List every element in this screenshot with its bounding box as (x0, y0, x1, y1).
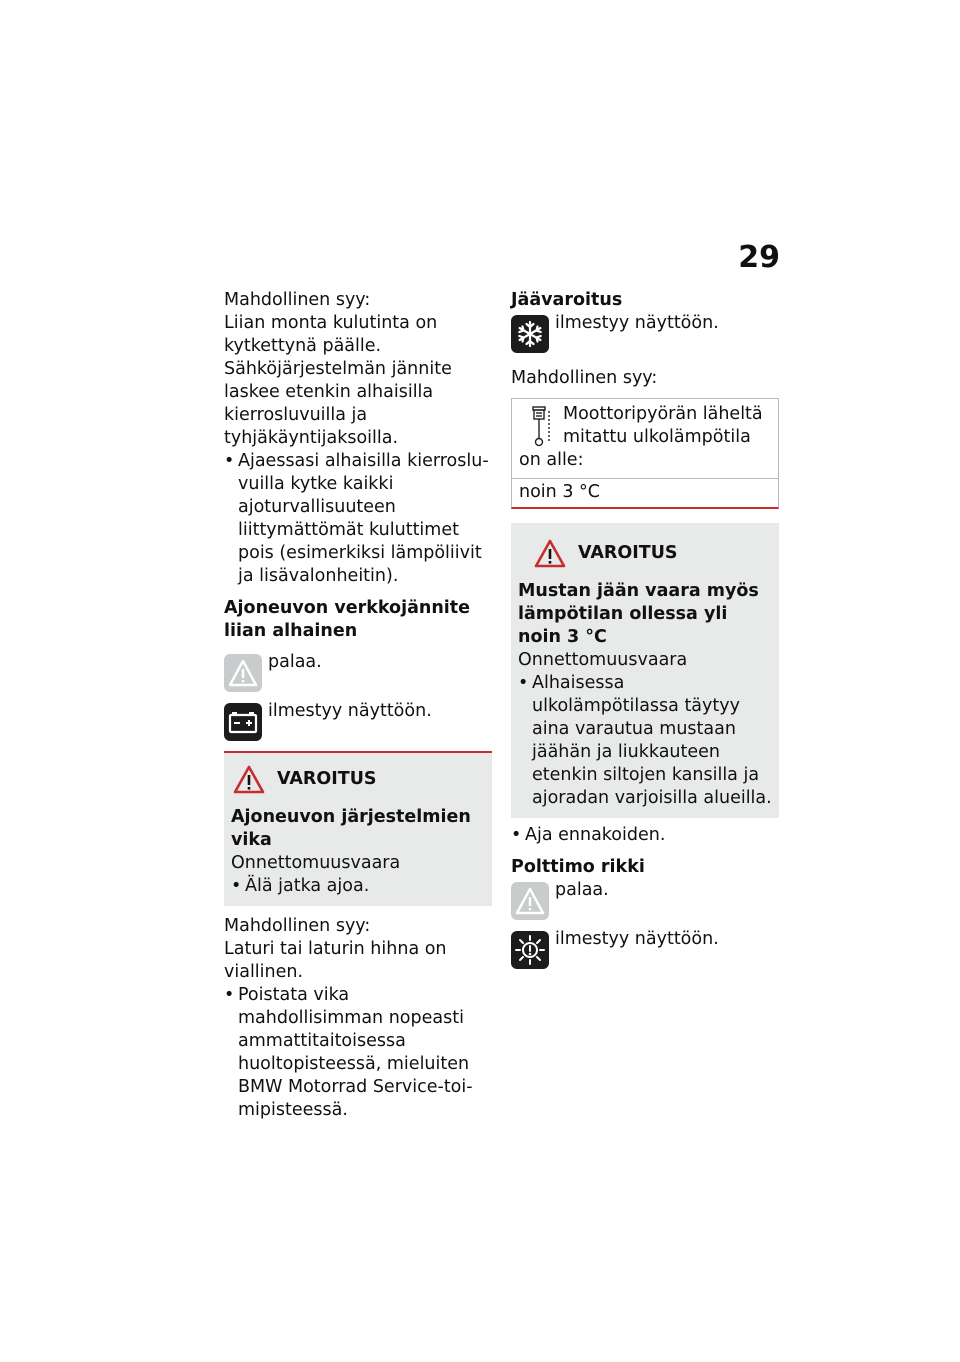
bullet-icon: • (224, 451, 235, 471)
cause-text: Laturi tai laturin hihna on viallinen. (224, 939, 447, 982)
warning-danger: Onnettomuusvaara (518, 650, 688, 670)
warning-danger: Onnettomuusvaara (231, 853, 401, 873)
warning-title: VAROITUS (277, 769, 377, 789)
bullet-icon: • (224, 985, 235, 1005)
cause-label: Mahdollinen syy: (224, 916, 371, 936)
icon-description: ilmestyy näyttöön. (555, 929, 719, 949)
warning-title: VAROITUS (578, 543, 678, 563)
icon-description: palaa. (268, 652, 322, 672)
red-warning-icon (233, 765, 265, 794)
red-warning-icon (534, 539, 566, 568)
list-item: • Alhaisessa ulkolämpötilassa täytyy aina varautua mustaan jäähän ja liukkauteen etenkin siltojen kansilla ja ajoradan varjoisilla alueilla. (518, 673, 772, 808)
warning-header (534, 539, 772, 568)
bullet-icon: • (518, 673, 529, 693)
list-item: • Aja ennakoiden. (511, 825, 666, 845)
table-text: Moottoripyörän läheltä mitattu ulkolämpötila on alle: (519, 404, 763, 470)
icon-row (511, 312, 779, 353)
warning-box (224, 751, 492, 906)
icon-row (224, 700, 492, 741)
list-item: • Älä jatka ajoa. (231, 876, 370, 896)
warning-triangle-icon (511, 882, 549, 920)
section-heading: Ajoneuvon verkkojännite liian alhainen (224, 598, 471, 641)
table-row (512, 399, 778, 479)
cause-label: Mahdollinen syy: (511, 368, 658, 388)
icon-description: ilmestyy näyttöön. (555, 313, 719, 333)
icon-row (511, 928, 779, 969)
section-heading: Polttimo rikki (511, 857, 645, 877)
table-row: noin 3 °C (519, 482, 600, 502)
icon-description: palaa. (555, 880, 609, 900)
section-heading: Jäävaroitus (511, 290, 623, 310)
warning-box (511, 523, 779, 818)
page-number: 29 (738, 240, 780, 275)
warning-subtitle: Mustan jään vaara myös lämpötilan ollessa yli noin 3 °C (518, 581, 759, 647)
warning-subtitle: Ajoneuvon järjestelmien vika (231, 807, 471, 850)
icon-row (511, 879, 779, 920)
left-column (224, 289, 492, 1122)
icon-description: ilmestyy näyttöön. (268, 701, 432, 721)
warning-header (233, 765, 485, 794)
right-column (511, 289, 779, 969)
list-item: • Poistata vika mahdollisimman nopeasti ammattitaitoisessa huoltopisteessä, mieluiten BMW Motorrad Service-toimipisteessä. (224, 985, 473, 1120)
thermometer-icon (519, 403, 559, 449)
bullet-icon: • (511, 825, 522, 845)
snowflake-icon (511, 315, 549, 353)
warning-triangle-icon (224, 654, 262, 692)
cause-label: Mahdollinen syy: (224, 290, 371, 310)
icon-row (224, 651, 492, 692)
bulb-failure-icon (511, 931, 549, 969)
cause-text: Liian monta kulutinta on kytkettynä päälle. Sähköjärjestelmän jännite laskee etenkin alhaisilla kierrosluvuilla ja tyhjäkäyntijaksoilla. (224, 313, 452, 448)
bullet-icon: • (231, 876, 242, 896)
battery-icon (224, 703, 262, 741)
condition-table (511, 398, 779, 509)
list-item: • Ajaessasi alhaisilla kierrosluvuilla kytke kaikki ajoturvallisuuteen liittymättömät kuluttimet pois (esimerkiksi lämpöliivit ja lisävalonheitin). (224, 451, 489, 586)
